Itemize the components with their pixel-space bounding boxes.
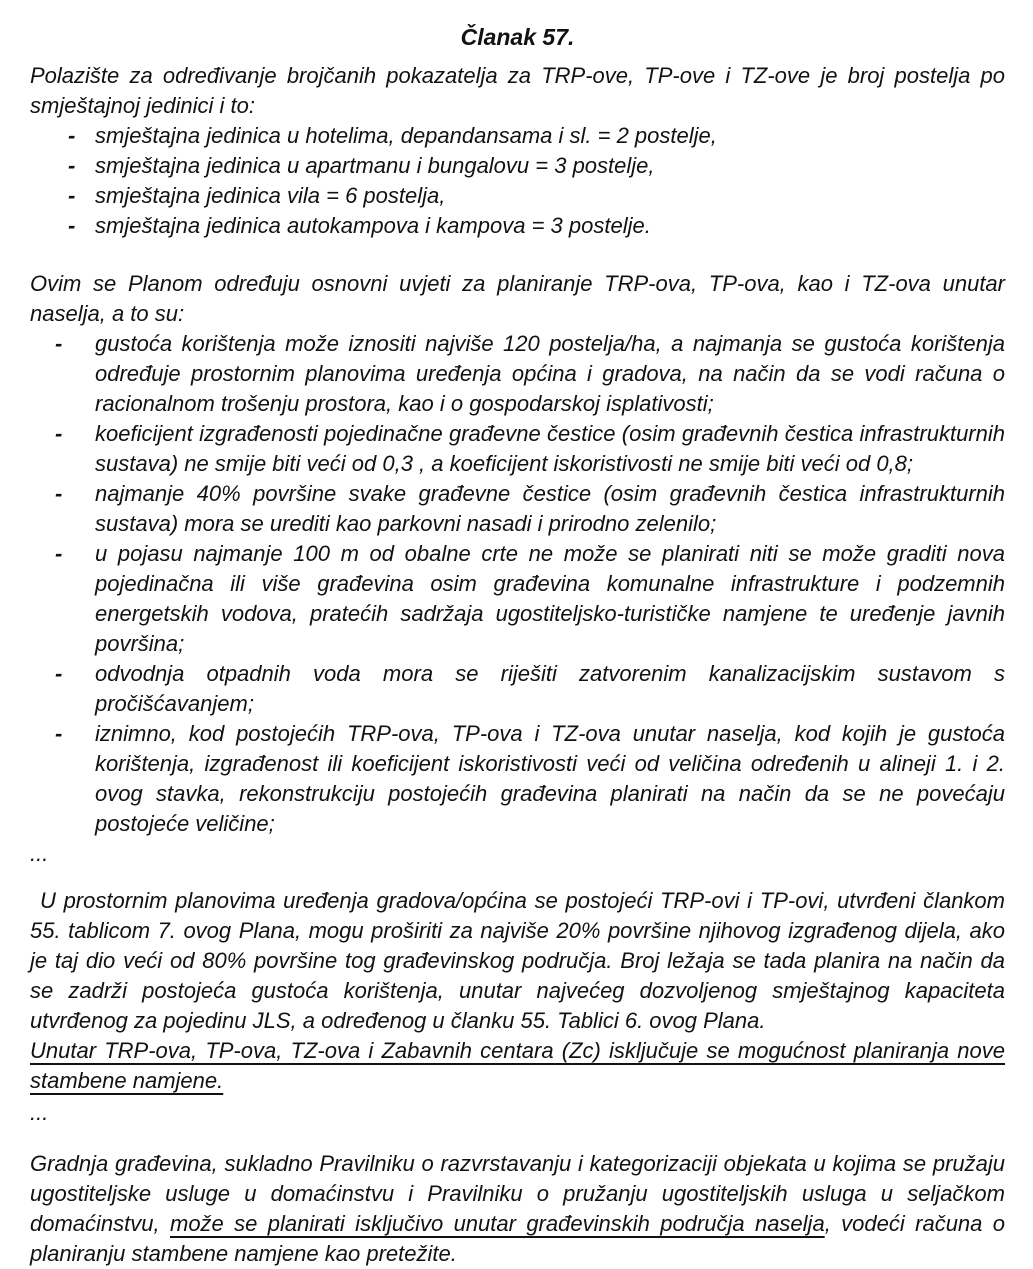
list-item-text: gustoća korištenja može iznositi najviše 120 postelja/ha, a najmanja se gustoća korištenja određuje prostornim planovima uređenja općina i gradova, na način da se vodi računa o racionalnom trošenju prostora, kao i o gospodarskoj isplativosti; xyxy=(95,331,1005,416)
plan-conditions-intro: Ovim se Planom određuju osnovni uvjeti za planiranje TRP-ova, TP-ova, kao i TZ-ova unutar naselja, a to su: xyxy=(30,271,1005,326)
list-item xyxy=(30,121,1005,151)
dash-marker: - xyxy=(55,331,63,356)
list-item-text: iznimno, kod postojećih TRP-ova, TP-ova i TZ-ova unutar naselja, kod kojih je gustoća korištenja, izgrađenost ili koeficijent iskoristivosti veći od veličina određenih u alineji 1. i 2. ovog stavka, rekonstrukciju postojećih građevina planirati na način da se ne povećaju postojeće veličine; xyxy=(95,721,1005,836)
list-item-text: odvodnja otpadnih voda mora se riješiti zatvorenim kanalizacijskim sustavom s pročišćavanjem; xyxy=(95,661,1005,716)
list-item xyxy=(30,181,1005,211)
list-item xyxy=(30,151,1005,181)
ellipsis-line: ... xyxy=(30,841,49,866)
list-item-text: koeficijent izgrađenosti pojedinačne građevne čestice (osim građevnih čestica infrastrukturnih sustava) ne smije biti veći od 0,3 , a koeficijent iskoristivosti ne smije biti veći od 0,8; xyxy=(95,421,1005,476)
list-item-text: smještajna jedinica vila = 6 postelja, xyxy=(95,183,446,208)
intro-paragraph: Polazište za određivanje brojčanih pokazatelja za TRP-ove, TP-ove i TZ-ove je broj postelja po smještajnoj jedinici i to: xyxy=(30,63,1005,118)
underlined-rule-paragraph: Unutar TRP-ova, TP-ova, TZ-ova i Zabavnih centara (Zc) isključuje se mogućnost planiranja nove stambene namjene. xyxy=(30,1038,1005,1093)
list-item xyxy=(30,539,1005,659)
list-item xyxy=(30,659,1005,719)
dash-marker: - xyxy=(55,421,63,446)
dash-marker: - xyxy=(55,481,63,506)
dash-marker: - xyxy=(68,123,76,148)
final-paragraph-start: Gradnja građevina, sukladno Pravilniku o razvrstavanju i kategorizaciji objekata u kojima se pružaju ugostiteljske usluge u domaćinstvu i Pravilniku o pružanju ugostiteljskih usluga u seljačkom domaćinstvu, xyxy=(30,1151,1005,1236)
list-item-text: smještajna jedinica u apartmanu i bungalovu = 3 postelje, xyxy=(95,153,655,178)
final-paragraph-underlined: može se planirati isključivo unutar građevinskih područja naselja xyxy=(170,1211,825,1236)
list-item-text: smještajna jedinica autokampova i kampova = 3 postelje. xyxy=(95,213,651,238)
dash-marker: - xyxy=(68,213,76,238)
list-item xyxy=(30,479,1005,539)
list-item xyxy=(30,329,1005,419)
dash-marker: - xyxy=(55,661,63,686)
final-paragraph xyxy=(30,1149,1005,1269)
list-item xyxy=(30,719,1005,839)
expansion-paragraph: U prostornim planovima uređenja gradova/općina se postojeći TRP-ovi i TP-ovi, utvrđeni člankom 55. tablicom 7. ovog Plana, mogu proširiti za najviše 20% površine njihovog izgrađenog dijela, ako je taj dio veći od 80% površine tog građevinskog područja. Broj ležaja se tada planira na način da se zadrži postojeća gustoća korištenja, unutar najvećeg dozvoljenog smještajnog kapaciteta utvrđenog za pojedinu JLS, a određenog u članku 55. Tablici 6. ovog Plana. xyxy=(30,888,1005,1033)
dash-marker: - xyxy=(55,541,63,566)
list-item-text: najmanje 40% površine svake građevne čestice (osim građevnih čestica infrastrukturnih sustava) mora se urediti kao parkovni nasadi i prirodno zelenilo; xyxy=(95,481,1005,536)
bed-count-list xyxy=(30,121,1005,241)
list-item-text: u pojasu najmanje 100 m od obalne crte ne može se planirati niti se može graditi nova pojedinačna ili više građevina osim građevina komunalne infrastrukture i podzemnih energetskih vodova, pratećih sadržaja ugostiteljsko-turističke namjene te uređenje javnih površina; xyxy=(95,541,1005,656)
list-item-text: smještajna jedinica u hotelima, depandansama i sl. = 2 postelje, xyxy=(95,123,717,148)
final-paragraph-end: , vodeći računa o planiranju stambene namjene kao pretežite. xyxy=(30,1211,1006,1266)
planning-conditions-list xyxy=(30,329,1005,839)
dash-marker: - xyxy=(68,183,76,208)
list-item xyxy=(30,419,1005,479)
ellipsis-line: ... xyxy=(30,1100,49,1125)
article-title: Članak 57. xyxy=(460,24,575,50)
list-item xyxy=(30,211,1005,241)
dash-marker: - xyxy=(68,153,76,178)
dash-marker: - xyxy=(55,721,63,746)
